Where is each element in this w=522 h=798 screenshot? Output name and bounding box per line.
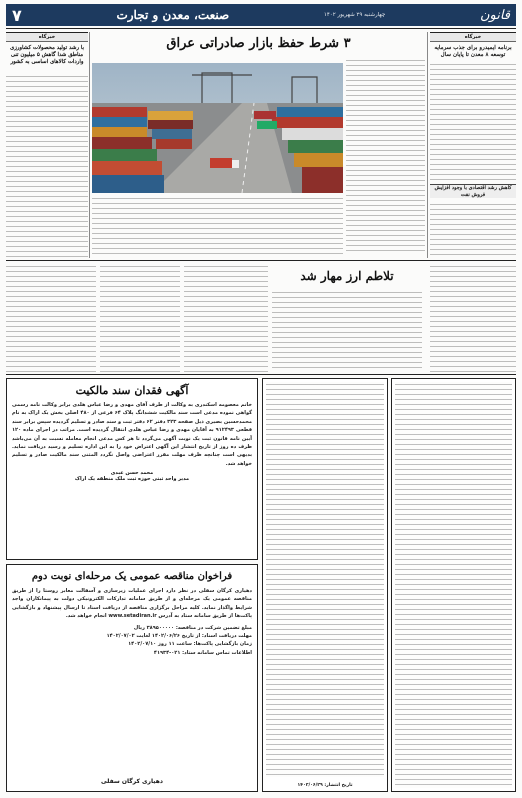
- right-body-text-1: [430, 62, 516, 180]
- section-rule: [6, 260, 516, 261]
- right-sub-headline: کاهش رشد اقتصادی با وجود افزایش فروش نفت: [430, 184, 516, 198]
- section-title: صنعت، معدن و تجارت: [116, 8, 230, 22]
- tender-opening: زمان بازگشایی پاکت‌ها: ساعت ۱۱ روز ۱۴۰۲/۰۷/۱۰: [128, 641, 252, 648]
- tender-deadline: مهلت دریافت اسناد: از تاریخ ۱۴۰۲/۰۶/۲۶ لغایت ۱۴۰۲/۰۷/۰۲: [106, 633, 252, 640]
- lost-deed-signature-name: محمد حسن عبدی: [110, 470, 154, 477]
- legal-notice-column-1: [262, 378, 388, 792]
- port-photo: [92, 63, 343, 193]
- right-headline: برنامه ایمیدرو برای جذب سرمایه توسعه ۸ معدن تا پایان سال: [434, 45, 512, 58]
- tender-ad: [6, 564, 258, 792]
- second-headline: تلاطم ارز مهار شد: [300, 269, 394, 283]
- lost-deed-title: آگهی فقدان سند مالکیت: [75, 384, 189, 397]
- right-body-text-2: [430, 202, 516, 258]
- issue-date: چهارشنبه ۲۹ شهریور ۱۴۰۲: [323, 12, 386, 18]
- story-text-left-3: [184, 264, 268, 372]
- column-divider: [89, 32, 90, 258]
- main-story-text: [346, 58, 425, 254]
- lost-deed-body: خانم معصومه اسکندری به وکالت از طرف آقای مهدی و رضا عباس هلدی برابر وکالت نامه رسمی گواهی نموده مدعی است سند مالکیت ششدانگ پلاک ۶۴ فرعی از ۴۸۰ اصلی بخش یک اراک به نام محمدحسین بصیری ذیل صفحه ۳۲۳ دفتر ۶۲ دفتر ثبت و سند صادر و تسلیم گردیده سپس برابر سند قطعی ۹۱۲۴۹۳ به آقایان مهدی و رضا عباس هلدی انتقال گردیده است. مراتب در اجرای ماده ۱۲۰ آیین نامه قانون ثبت یک نوبت آگهی می‌گردد تا هر کس مدعی انجام معامله نسبت به آن می‌باشد ظرف ده روز از تاریخ انتشار این آگهی اعتراض خود را به این اداره تسلیم و رسید دریافت نماید. بدیهی است چنانچه ظرف مهلت مقرر اعتراضی واصل نگردد المثنی سند مالکیت صادر و تسلیم خواهد شد.: [12, 402, 253, 467]
- masthead: [6, 4, 516, 26]
- second-story-text: [272, 290, 422, 372]
- left-news-column: [6, 32, 88, 258]
- tender-signature: دهیاری کرگان سفلی: [101, 778, 163, 785]
- tender-body: دهیاری کرگان سفلی در نظر دارد اجرای عملیات زیرسازی و آسفالت معابر روستا را از طریق مناقصه عمومی یک مرحله‌ای و از طریق سامانه تدارکات الکترونیکی دولت به پیمانکاران واجد شرایط واگذار نماید. کلیه مراحل برگزاری مناقصه از دریافت اسناد تا ارسال پیشنهاد و بازگشایی پاکت‌ها از طریق سامانه ستاد به آدرس www.setadiran.ir انجام خواهد شد.: [12, 588, 252, 620]
- column-divider: [427, 32, 428, 258]
- main-story-text-below: [92, 196, 343, 258]
- main-headline: ۳ شرط حفظ بازار صادراتی عراق: [166, 36, 351, 51]
- tender-title: فراخوان مناقصه عمومی یک مرحله‌ای نوبت دوم: [31, 571, 233, 582]
- left-kicker: خبرگاه: [6, 32, 88, 42]
- newspaper-logo: قانون: [479, 7, 510, 23]
- tender-contact: اطلاعات تماس سامانه ستاد: ۰۲۱-۴۱۹۳۴: [153, 649, 252, 656]
- lost-deed-signature-title: مدیر واحد ثبتی حوزه ثبت ملک منطقه یک اراک: [74, 476, 190, 483]
- tender-deposit: مبلغ تضمین شرکت در مناقصه: ۳۸۹۵۰۰۰۰۰ ریال: [133, 624, 252, 631]
- story-text-right: [430, 264, 516, 372]
- story-text-left: [6, 264, 96, 372]
- right-kicker: خبرگاه: [430, 32, 516, 42]
- masthead-rule: [6, 28, 516, 29]
- notice-footer: تاریخ انتشار: ۱۴۰۲/۰۶/۲۹: [297, 783, 353, 788]
- lost-deed-ad: [6, 378, 258, 560]
- page-number: ۷: [12, 5, 22, 25]
- right-news-column: [430, 32, 516, 258]
- story-text-left-2: [100, 264, 180, 372]
- left-body-text: [6, 74, 88, 258]
- left-headline: با رشد تولید محصولات کشاورزی مناطق شدا گاهش ۵ میلیون تنی واردات کالاهای اساسی به کشور: [9, 45, 84, 65]
- section-rule: [6, 374, 516, 375]
- container-port-image: [92, 63, 343, 193]
- legal-notice-column-2: [391, 378, 516, 792]
